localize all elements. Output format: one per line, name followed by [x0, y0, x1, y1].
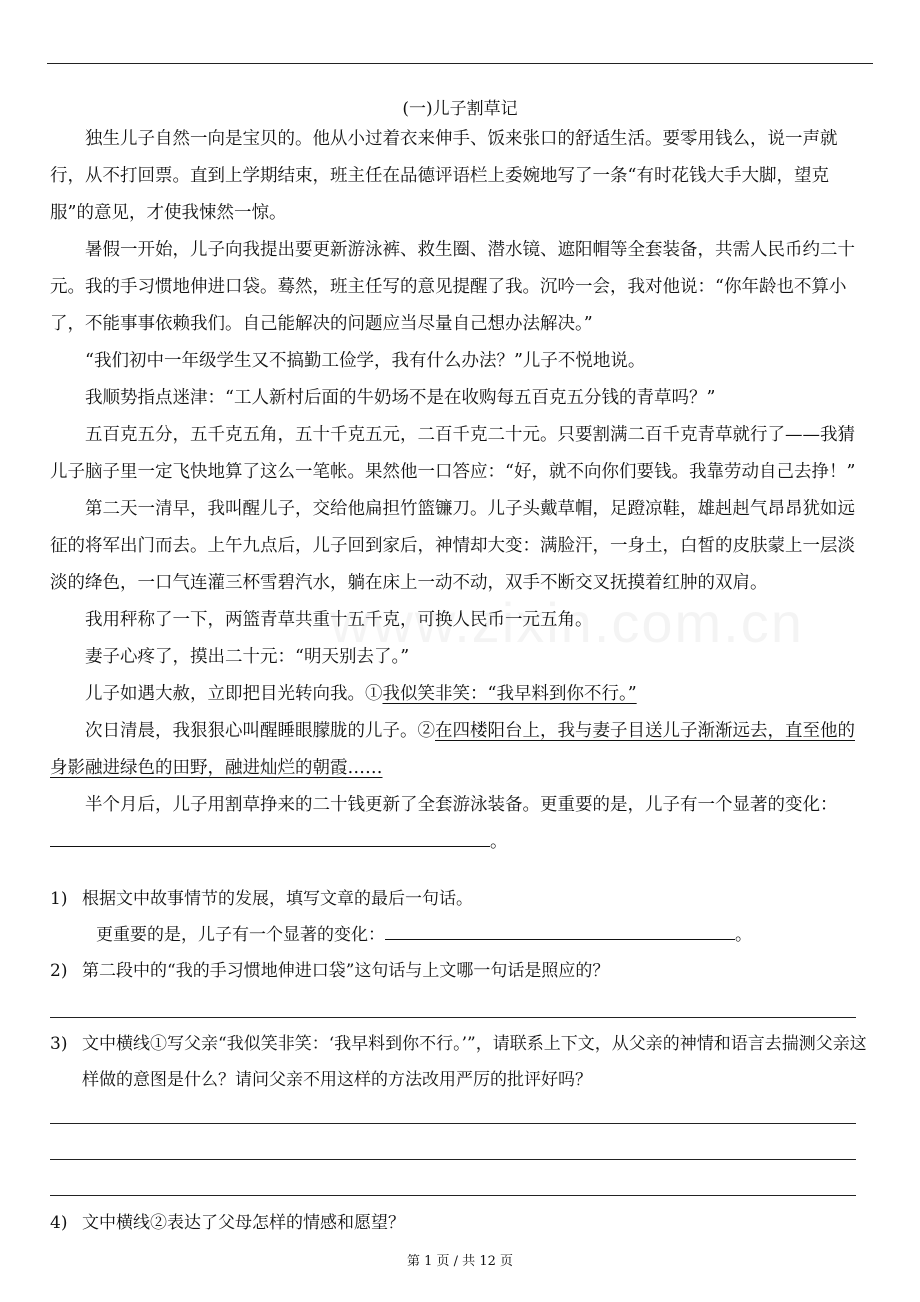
answer-blank-main[interactable] — [50, 829, 490, 848]
paragraph-4: 我顺势指点迷津：“工人新村后面的牛奶场不是在收购每五百克五分钱的青草吗？” — [85, 388, 716, 408]
question-3-answer-line-3[interactable] — [50, 1195, 856, 1196]
paragraph-8: 妻子心疼了，摸出二十元：“明天别去了。” — [85, 647, 410, 667]
paragraph-9-text: 儿子如遇大赦，立即把目光转向我。① — [85, 684, 383, 704]
paragraph-10 — [50, 713, 872, 787]
header-rule — [47, 63, 873, 64]
paragraph-2: 暑假一开始，儿子向我提出要更新游泳裤、救生圈、潜水镜、遮阳帽等全套装备，共需人民币约二十元。我的手习惯地伸进口袋。蓦然，班主任写的意见提醒了我。沉吟一会，我对他说：“你年龄也不算小了，不能事事依赖我们。自己能解决的问题应当尽量自己想办法解决。” — [50, 240, 855, 334]
paragraph-1: 独生儿子自然一向是宝贝的。他从小过着衣来伸手、饭来张口的舒适生活。要零用钱么，说一声就行，从不打回票。直到上学期结束，班主任在品德评语栏上委婉地写了一条“有时花钱大手大脚，望克服”的意见，才使我悚然一惊。 — [50, 129, 838, 223]
paragraph-11 — [50, 787, 872, 861]
paragraph-6: 第二天一清早，我叫醒儿子，交给他扁担竹篮镰刀。儿子头戴草帽，足蹬凉鞋，雄赳赳气昂昂犹如远征的将军出门而去。上午九点后，儿子回到家后，神情却大变：满脸汗，一身土，白皙的皮肤蒙上一层淡淡的绛色，一口气连灌三杯雪碧汽水，躺在床上一动不动，双手不断交叉抚摸着红肿的双肩。 — [50, 499, 855, 593]
paragraph-11-end: 。 — [490, 832, 508, 852]
paragraph-7: 我用秤称了一下，两篮青草共重十五千克，可换人民币一元五角。 — [85, 610, 593, 630]
question-2-text: 第二段中的“我的手习惯地伸进口袋”这句话与上文哪一句话是照应的？ — [82, 961, 610, 981]
paragraph-3: “我们初中一年级学生又不搞勤工俭学，我有什么办法？”儿子不悦地说。 — [85, 351, 646, 371]
passage-title: (一)儿子割草记 — [402, 99, 518, 119]
question-2-answer-line[interactable] — [50, 1017, 856, 1018]
question-1-fill-label: 更重要的是，儿子有一个显著的变化： — [96, 925, 385, 945]
question-3-text: 文中横线①写父亲“我似笑非笑：‘我早料到你不行。’”，请联系上下文，从父亲的神情和语言去揣测父亲这样做的意图是什么？请问父亲不用这样的方法改用严厉的批评好吗？ — [82, 1034, 867, 1090]
paragraph-9 — [50, 676, 872, 713]
underlined-sentence-2: 在四楼阳台上，我与妻子目送儿子渐渐远去，直至他的身影融进绿色的田野，融进灿烂的朝霞…… — [50, 721, 855, 778]
question-2 — [50, 953, 872, 989]
paragraph-10-text: 次日清晨，我狠狠心叫醒睡眼朦胧的儿子。② — [85, 721, 435, 741]
question-1 — [50, 881, 872, 953]
question-2-number: 2) — [50, 961, 68, 981]
passage-body — [50, 121, 872, 861]
paragraph-5: 五百克五分，五千克五角，五十千克五元，二百千克二十元。只要割满二百千克青草就行了——我猜儿子脑子里一定飞快地算了这么一笔帐。果然他一口答应：“好，就不向你们要钱。我靠劳动自己去挣！” — [50, 425, 856, 482]
question-3 — [50, 1026, 872, 1098]
question-4 — [50, 1205, 872, 1241]
question-3-number: 3) — [50, 1034, 68, 1054]
page-footer: 第 1 页 / 共 12 页 — [407, 1254, 513, 1269]
question-3-answer-line-1[interactable] — [50, 1123, 856, 1124]
question-3-answer-line-2[interactable] — [50, 1159, 856, 1160]
question-1-answer-blank[interactable] — [385, 922, 735, 940]
underlined-sentence-1: 我似笑非笑：“我早料到你不行。” — [382, 684, 637, 704]
question-1-text: 根据文中故事情节的发展，填写文章的最后一句话。 — [82, 889, 473, 909]
question-4-number: 4) — [50, 1213, 68, 1233]
paragraph-11-text: 半个月后，儿子用割草挣来的二十钱更新了全套游泳装备。更重要的是，儿子有一个显著的变化： — [85, 795, 838, 815]
question-1-number: 1) — [50, 889, 68, 909]
question-4-text: 文中横线②表达了父母怎样的情感和愿望？ — [82, 1213, 405, 1233]
question-1-end: 。 — [735, 925, 752, 945]
